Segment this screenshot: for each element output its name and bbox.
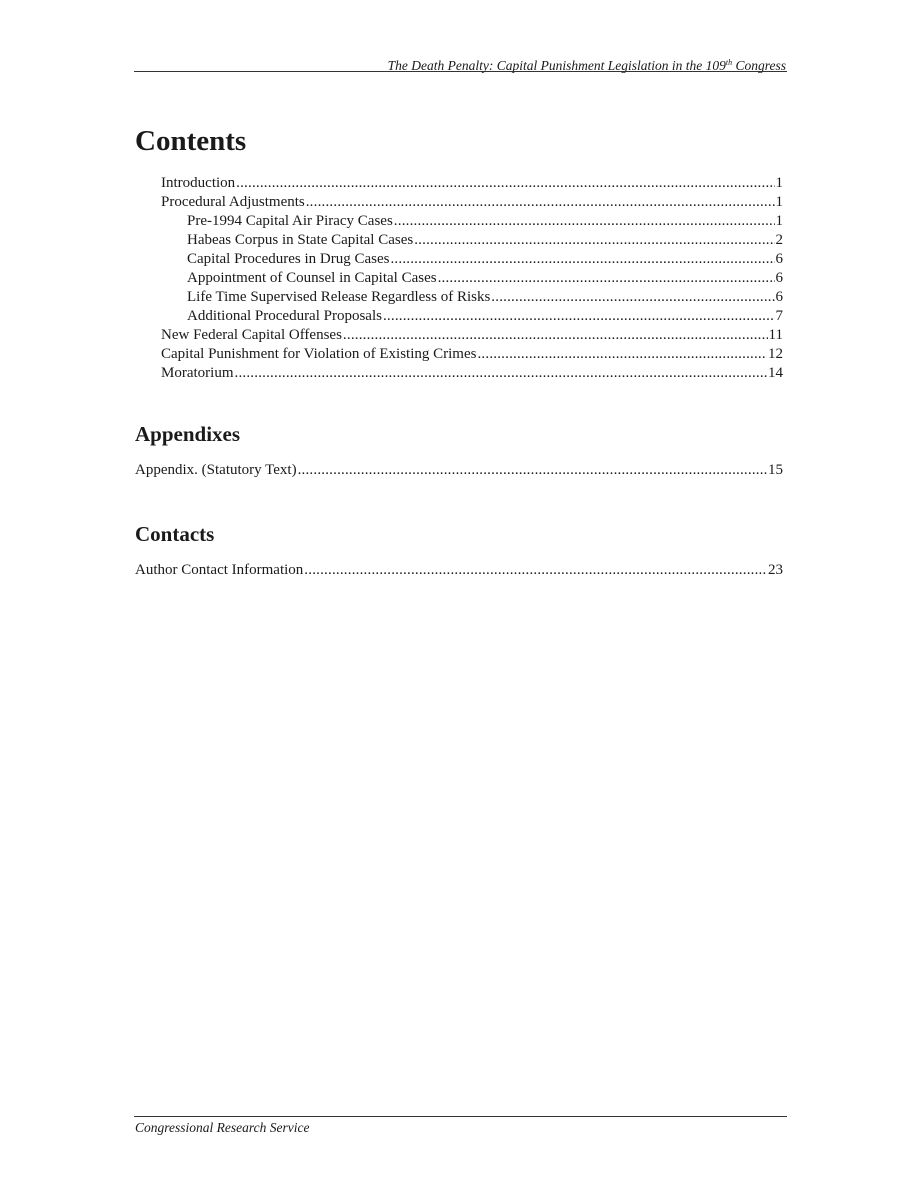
toc-leader-dots [306,193,775,212]
toc-entry-page: 2 [775,232,783,248]
toc-entry-page: 1 [775,213,783,229]
header-rule [134,71,787,72]
toc-entry-page: 6 [775,289,783,305]
toc-leader-dots [304,561,767,580]
toc-leader-dots [491,288,774,307]
toc-entry-supervised-release[interactable] [187,288,783,307]
appendixes-heading: Appendixes [135,422,241,446]
toc-entry-title: Life Time Supervised Release Regardless of Risks [187,289,491,305]
toc-leader-dots [298,461,767,480]
running-header [134,54,786,72]
toc-entry-page: 7 [775,308,783,324]
toc-entry-title: Pre-1994 Capital Air Piracy Cases [187,213,393,229]
toc-entry-title: Habeas Corpus in State Capital Cases [187,232,414,248]
toc-leader-dots [438,269,775,288]
toc-entry-title: Moratorium [161,365,234,381]
toc-entry-appointment-of-counsel[interactable] [187,269,783,288]
toc-entry-title: Appendix. (Statutory Text) [135,462,297,478]
toc-entry-page: 6 [775,270,783,286]
toc-entry-air-piracy-cases[interactable] [187,212,783,231]
toc-entry-title: Procedural Adjustments [161,194,305,210]
contents-toc [0,174,920,383]
toc-entry-existing-crimes[interactable] [161,345,783,364]
toc-leader-dots [414,231,774,250]
toc-entry-page: 1 [775,175,783,191]
toc-entry-title: Additional Procedural Proposals [187,308,382,324]
toc-entry-page: 1 [775,194,783,210]
contacts-toc [0,561,920,580]
toc-entry-title: Appointment of Counsel in Capital Cases [187,270,437,286]
footer-rule [134,1116,787,1117]
toc-entry-moratorium[interactable] [161,364,783,383]
toc-entry-title: New Federal Capital Offenses [161,327,342,343]
toc-entry-page: 14 [768,365,783,381]
toc-entry-page: 23 [768,562,783,578]
toc-entry-title: Capital Procedures in Drug Cases [187,251,390,267]
running-header-superscript: th [725,58,733,67]
running-header-title: The Death Penalty: Capital Punishment Legislation in the 109 [387,58,726,73]
toc-entry-procedural-adjustments[interactable] [161,193,783,212]
toc-leader-dots [383,307,775,326]
toc-entry-new-federal-offenses[interactable] [161,326,783,345]
toc-entry-title: Author Contact Information [135,562,304,578]
toc-entry-drug-cases[interactable] [187,250,783,269]
toc-entry-additional-proposals[interactable] [187,307,783,326]
toc-entry-introduction[interactable] [161,174,783,193]
running-header-suffix: Congress [732,58,786,73]
toc-entry-title: Capital Punishment for Violation of Existing Crimes [161,346,477,362]
toc-leader-dots [343,326,768,345]
toc-entry-author-contact[interactable] [135,561,783,580]
toc-entry-page: 11 [768,327,783,343]
toc-entry-habeas-corpus[interactable] [187,231,783,250]
toc-entry-page: 12 [768,346,783,362]
toc-entry-appendix-statutory-text[interactable] [135,461,783,480]
toc-entry-page: 15 [768,462,783,478]
toc-entry-title: Introduction [161,175,236,191]
toc-entry-page: 6 [775,251,783,267]
toc-leader-dots [477,345,767,364]
contacts-heading: Contacts [135,522,215,546]
contents-heading: Contents [135,125,247,157]
toc-leader-dots [235,364,768,383]
appendixes-toc [0,461,920,480]
toc-leader-dots [394,212,775,231]
toc-leader-dots [236,174,774,193]
toc-leader-dots [390,250,774,269]
page-footer: Congressional Research Service [135,1120,310,1135]
